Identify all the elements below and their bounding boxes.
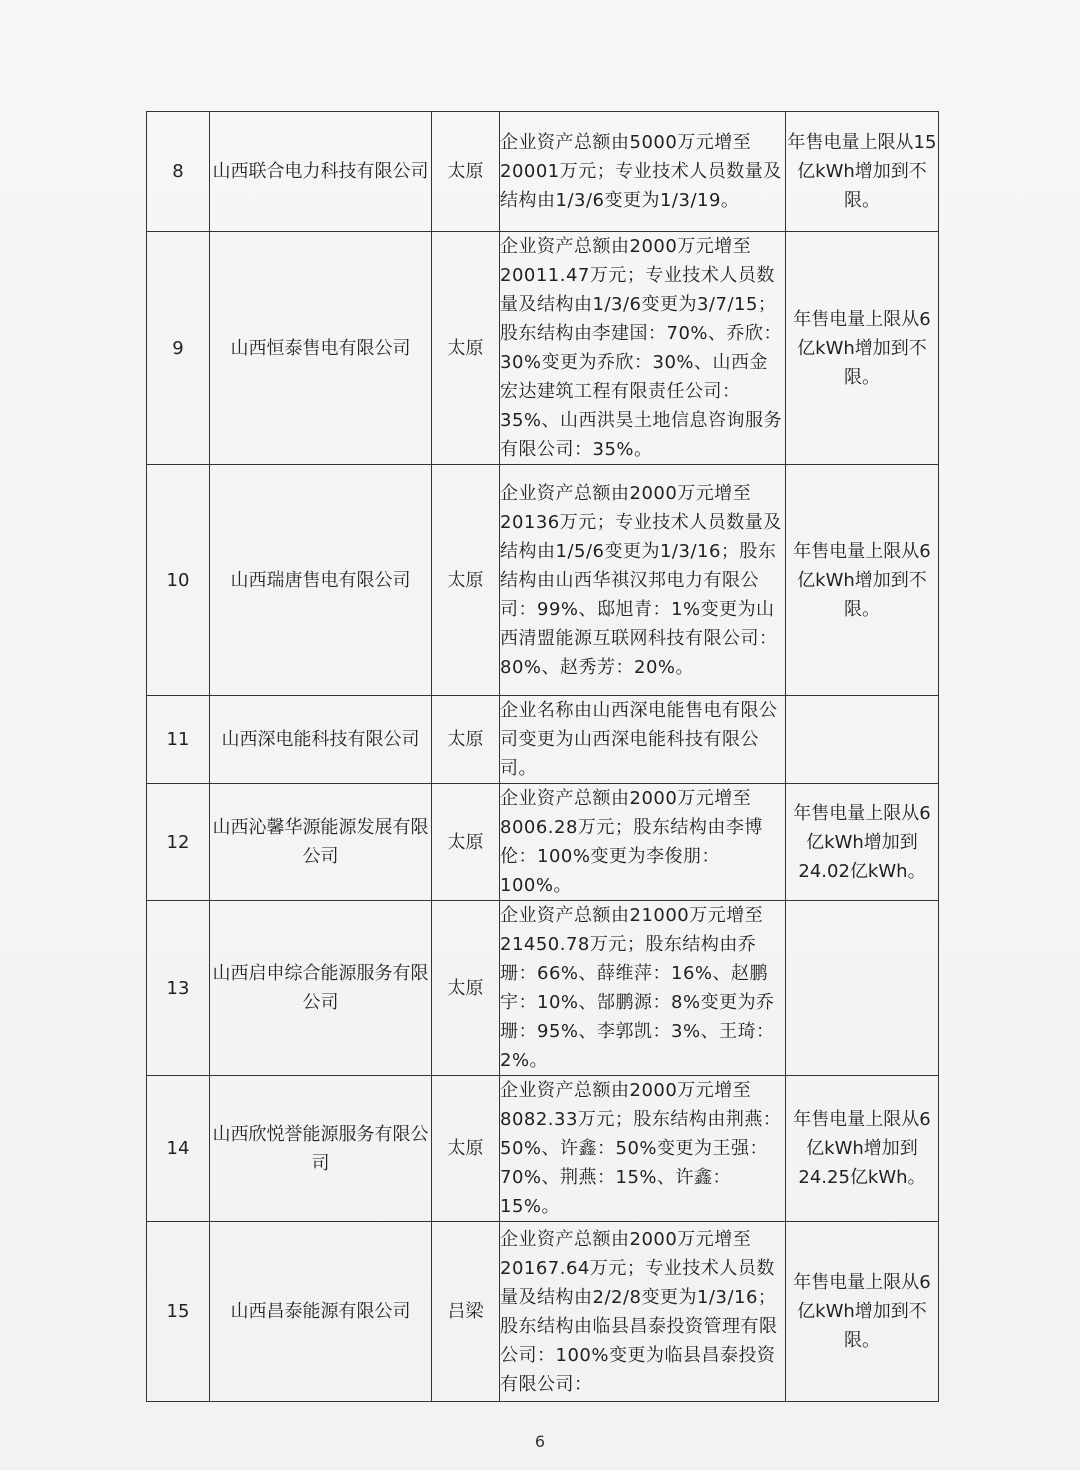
- sales-limit: 年售电量上限从15亿kWh增加到不限。: [786, 112, 939, 232]
- change-registry-table: [146, 111, 939, 1402]
- city: 太原: [432, 696, 500, 784]
- company-name: 山西启申综合能源服务有限公司: [210, 901, 432, 1076]
- table-row: [147, 784, 939, 901]
- row-number: 12: [147, 784, 210, 901]
- company-name: 山西恒泰售电有限公司: [210, 232, 432, 465]
- sales-limit: 年售电量上限从6亿kWh增加到24.25亿kWh。: [786, 1076, 939, 1222]
- sales-limit: 年售电量上限从6亿kWh增加到24.02亿kWh。: [786, 784, 939, 901]
- city: 太原: [432, 901, 500, 1076]
- sales-limit: 年售电量上限从6亿kWh增加到不限。: [786, 465, 939, 696]
- company-name: 山西深电能科技有限公司: [210, 696, 432, 784]
- table-row: [147, 1222, 939, 1402]
- city: 太原: [432, 1076, 500, 1222]
- sales-limit: 年售电量上限从6亿kWh增加到不限。: [786, 1222, 939, 1402]
- company-name: 山西联合电力科技有限公司: [210, 112, 432, 232]
- table-row: [147, 112, 939, 232]
- row-number: 15: [147, 1222, 210, 1402]
- change-detail: 企业资产总额由2000万元增至8006.28万元；股东结构由李博伦：100%变更为李俊朋：100%。: [500, 784, 786, 901]
- city: 太原: [432, 784, 500, 901]
- row-number: 11: [147, 696, 210, 784]
- table-row: [147, 465, 939, 696]
- sales-limit: [786, 696, 939, 784]
- table-row: [147, 1076, 939, 1222]
- change-detail: 企业名称由山西深电能售电有限公司变更为山西深电能科技有限公司。: [500, 696, 786, 784]
- change-detail: 企业资产总额由5000万元增至20001万元；专业技术人员数量及结构由1/3/6变更为1/3/19。: [500, 112, 786, 232]
- company-name: 山西昌泰能源有限公司: [210, 1222, 432, 1402]
- change-detail: 企业资产总额由2000万元增至8082.33万元；股东结构由荆燕：50%、许鑫：50%变更为王强：70%、荆燕：15%、许鑫：15%。: [500, 1076, 786, 1222]
- row-number: 9: [147, 232, 210, 465]
- table-row: [147, 696, 939, 784]
- company-name: 山西瑞唐售电有限公司: [210, 465, 432, 696]
- row-number: 14: [147, 1076, 210, 1222]
- company-name: 山西沁馨华源能源发展有限公司: [210, 784, 432, 901]
- company-name: 山西欣悦誉能源服务有限公司: [210, 1076, 432, 1222]
- table-row: [147, 901, 939, 1076]
- change-detail: 企业资产总额由2000万元增至20011.47万元；专业技术人员数量及结构由1/3/6变更为3/7/15；股东结构由李建国：70%、乔欣：30%变更为乔欣：30%、山西金宏达建筑工程有限责任公司：35%、山西洪昊土地信息咨询服务有限公司：35%。: [500, 232, 786, 465]
- city: 太原: [432, 465, 500, 696]
- change-detail: 企业资产总额由2000万元增至20167.64万元；专业技术人员数量及结构由2/2/8变更为1/3/16；股东结构由临县昌泰投资管理有限公司：100%变更为临县昌泰投资有限公司：: [500, 1222, 786, 1402]
- city: 太原: [432, 232, 500, 465]
- change-detail: 企业资产总额由21000万元增至21450.78万元；股东结构由乔珊：66%、薛维萍：16%、赵鹏宇：10%、郜鹏源：8%变更为乔珊：95%、李郭凯：3%、王琦：2%。: [500, 901, 786, 1076]
- change-detail: 企业资产总额由2000万元增至20136万元；专业技术人员数量及结构由1/5/6变更为1/3/16；股东结构由山西华祺汉邦电力有限公司：99%、邸旭青：1%变更为山西清盟能源互联网科技有限公司：80%、赵秀芳：20%。: [500, 465, 786, 696]
- row-number: 8: [147, 112, 210, 232]
- row-number: 10: [147, 465, 210, 696]
- row-number: 13: [147, 901, 210, 1076]
- sales-limit: [786, 901, 939, 1076]
- city: 吕梁: [432, 1222, 500, 1402]
- table-row: [147, 232, 939, 465]
- city: 太原: [432, 112, 500, 232]
- sales-limit: 年售电量上限从6亿kWh增加到不限。: [786, 232, 939, 465]
- page-number: 6: [534, 1432, 546, 1451]
